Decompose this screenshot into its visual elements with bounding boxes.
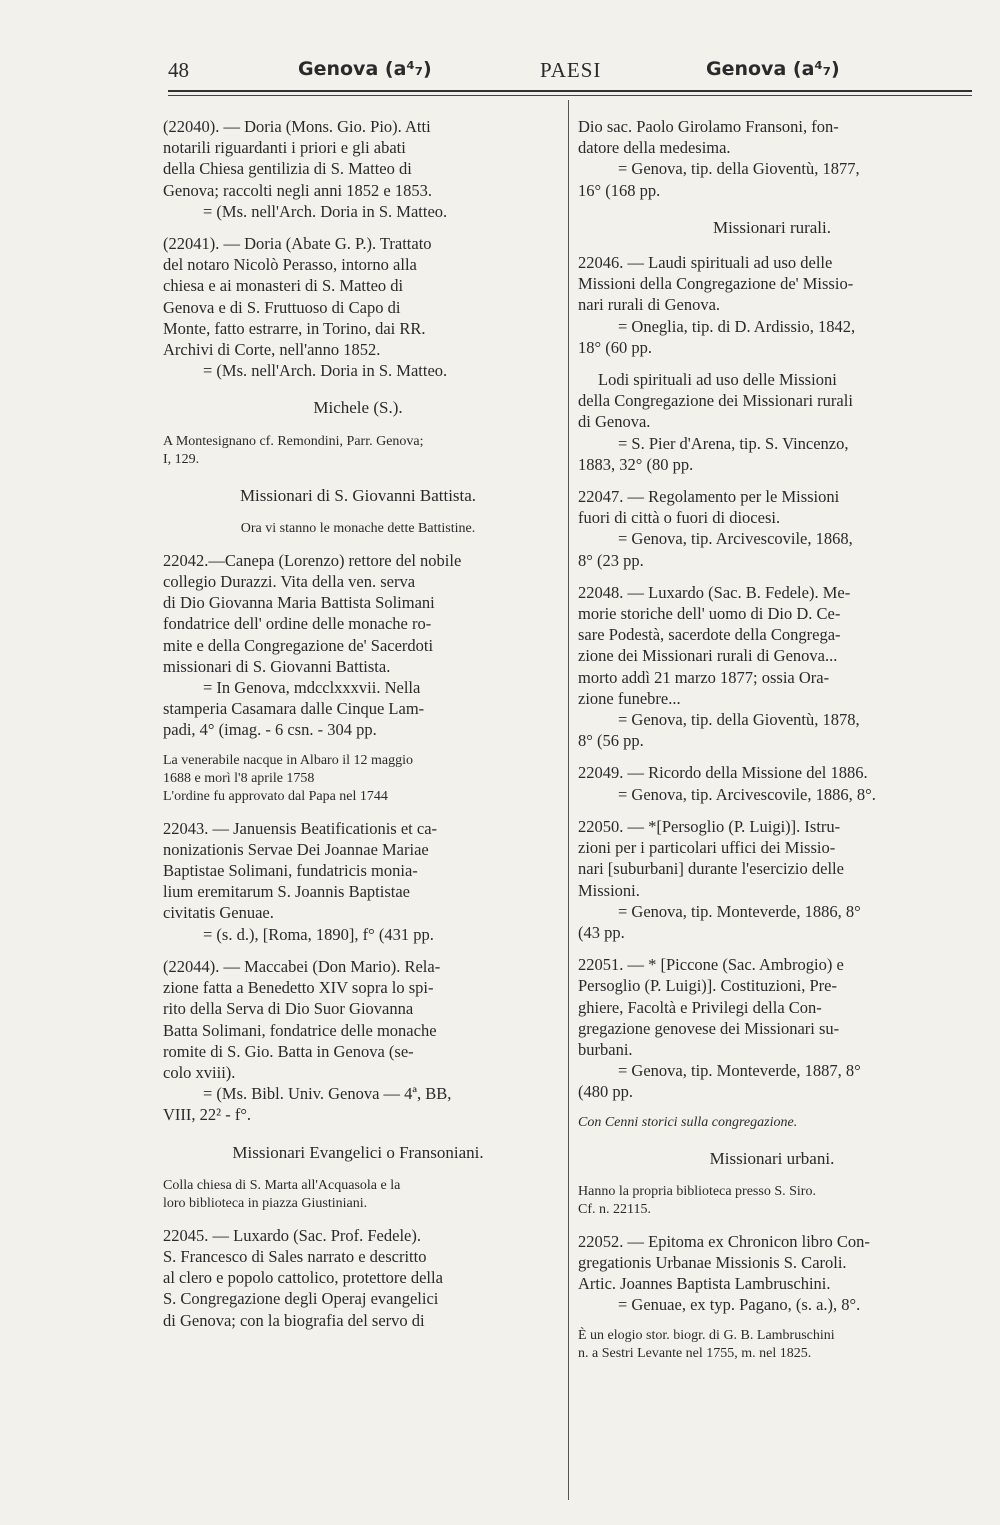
entry-line: 22050. — *[Persoglio (P. Luigi)]. Istru- [578,816,841,836]
entry-imprint: = Oneglia, tip. di D. Ardissio, 1842, [618,316,856,336]
entry-line: nari [suburbani] durante l'esercizio delle [578,859,844,879]
entry-22044 [163,956,553,1126]
entry-imprint: = Genuae, ex typ. Pagano, (s. a.), 8°. [618,1295,861,1315]
entry-line: stamperia Casamara dalle Cinque Lam- [163,699,425,719]
note-line: Cf. n. 22115. [578,1201,651,1217]
entry-imprint: = (Ms. Bibl. Univ. Genova — 4ª, BB, [203,1084,452,1104]
entry-line: Genova e di S. Fruttuoso di Capo di [163,297,401,317]
entry-22050 [578,816,966,943]
entry-22042 [163,550,553,741]
note-michele [163,433,553,469]
entry-22043 [163,818,553,945]
note-22042 [163,752,553,806]
entry-line: nari rurali di Genova. [578,295,721,315]
entry-line: rito della Serva di Dio Suor Giovanna [163,999,414,1019]
entry-22045 [163,1225,553,1331]
entry-line: missionari di S. Giovanni Battista. [163,656,391,676]
entry-line: padi, 4° (imag. - 6 csn. - 304 pp. [163,720,377,740]
entry-line: di Dio Giovanna Maria Battista Solimani [163,593,435,613]
note-urbani [578,1183,966,1219]
entry-line: 18° (60 pp. [578,337,652,357]
entry-line: 22046. — Laudi spirituali ad uso delle [578,253,833,273]
note-line: n. a Sestri Levante nel 1755, m. nel 1825. [578,1345,812,1361]
entry-line: zione dei Missionari rurali di Genova... [578,646,838,666]
entry-line: S. Congregazione degli Operaj evangelici [163,1289,439,1309]
entry-imprint: = (s. d.), [Roma, 1890], f° (431 pp. [203,924,434,944]
entry-line: notarili riguardanti i priori e gli abati [163,138,406,158]
entry-line: Persoglio (P. Luigi)]. Costituzioni, Pre- [578,976,837,996]
entry-imprint: = Genova, tip. Arcivescovile, 1868, [618,529,853,549]
entry-22040 [163,116,553,222]
entry-line: nonizationis Servae Dei Joannae Mariae [163,839,429,859]
entry-22041 [163,233,553,381]
entry-imprint: = Genova, tip. della Gioventù, 1878, [618,710,860,730]
entry-line: collegio Durazzi. Vita della ven. serva [163,572,416,592]
entry-line: S. Francesco di Sales narrato e descritto [163,1246,427,1266]
note-line: A Montesignano cf. Remondini, Parr. Genova; [163,433,424,449]
entry-line: 22049. — Ricordo della Missione del 1886. [578,763,868,783]
note-line: 1688 e morì l'8 aprile 1758 [163,770,315,786]
entry-22048 [578,582,966,752]
left-column [163,116,553,1342]
note-line: La venerabile nacque in Albaro il 12 maggio [163,752,413,768]
entry-line: Missioni della Congregazione de' Missio- [578,274,854,294]
entry-lodi [578,369,966,475]
entry-line: 22043. — Januensis Beatificationis et ca- [163,818,438,838]
entry-line: 22052. — Epitoma ex Chronicon libro Con- [578,1231,870,1251]
entry-line: Monte, fatto estrarre, in Torino, dai RR. [163,318,426,338]
page-number: 48 [168,58,189,82]
entry-line: 8° (23 pp. [578,550,644,570]
entry-line: morie storiche dell' uomo di Dio D. Ce- [578,604,841,624]
entry-imprint: = (Ms. nell'Arch. Doria in S. Matteo. [203,201,448,221]
entry-imprint: = In Genova, mdcclxxxvii. Nella [203,678,421,698]
note-evangelici [163,1177,553,1213]
header-center-title: PAESI [540,58,602,82]
note-battista: Ora vi stanno le monache dette Battistine. [240,520,476,536]
note-22052 [578,1327,966,1363]
entry-line: colo xviii). [163,1062,236,1082]
entry-line: lium eremitarum S. Joannis Baptistae [163,882,411,902]
entry-line: della Congregazione dei Missionari rurali [578,391,853,411]
header-rule-thick [168,90,972,92]
entry-line: VIII, 22² - f°. [163,1105,252,1125]
entry-line: del notaro Nicolò Perasso, intorno alla [163,255,417,275]
entry-line: Lodi spirituali ad uso delle Missioni [598,370,837,390]
entry-22052 [578,1231,966,1316]
entry-line: mite e della Congregazione de' Sacerdoti [163,635,434,655]
entry-line: Dio sac. Paolo Girolamo Fransoni, fon- [578,117,839,136]
note-line: Colla chiesa di S. Marta all'Acquasola e la [163,1177,401,1193]
entry-line: 22048. — Luxardo (Sac. B. Fedele). Me- [578,582,851,602]
entry-imprint: = (Ms. nell'Arch. Doria in S. Matteo. [203,361,448,381]
entry-line: Genova; raccolti negli anni 1852 e 1853. [163,180,432,200]
entry-22049 [578,762,966,804]
entry-line: civitatis Genuae. [163,903,274,923]
entry-line: chiesa e ai monasteri di S. Matteo di [163,276,404,296]
entry-line: di Genova. [578,412,651,432]
entry-line: sare Podestà, sacerdote della Congrega- [578,625,841,645]
header-right-title: Genova (a⁴₇) [706,58,840,80]
note-line: Hanno la propria biblioteca presso S. Siro. [578,1183,816,1199]
entry-line: morto addì 21 marzo 1877; ossia Ora- [578,667,830,687]
entry-line: fondatrice dell' ordine delle monache ro- [163,614,432,634]
entry-line: (22044). — Maccabei (Don Mario). Rela- [163,956,441,976]
entry-line: di Genova; con la biografia del servo di [163,1310,425,1330]
entry-line: gregationis Urbanae Missionis S. Caroli. [578,1252,847,1272]
entry-imprint: = S. Pier d'Arena, tip. S. Vincenzo, [618,433,849,453]
entry-line: 22047. — Regolamento per le Missioni [578,487,840,507]
entry-line: datore della medesima. [578,138,731,158]
entry-line: (22040). — Doria (Mons. Gio. Pio). Atti [163,117,431,136]
header-rule-thin [168,95,972,96]
entry-line: Baptistae Solimani, fundatricis monia- [163,861,418,881]
entry-22045-continued [578,116,966,201]
entry-line: al clero e popolo cattolico, protettore della [163,1268,443,1288]
entry-line: zione fatta a Benedetto XIV sopra lo spi- [163,978,434,998]
entry-imprint: = Genova, tip. Arcivescovile, 1886, 8°. [618,784,876,804]
section-heading-rurali: Missionari rurali. [712,217,832,237]
entry-22047 [578,486,966,571]
section-heading-battista: Missionari di S. Giovanni Battista. [239,485,477,505]
entry-line: Archivi di Corte, nell'anno 1852. [163,340,381,360]
entry-line: 16° (168 pp. [578,180,661,200]
note-line: loro biblioteca in piazza Giustiniani. [163,1195,368,1211]
entry-line: Batta Solimani, fondatrice delle monache [163,1020,437,1040]
entry-line: della Chiesa gentilizia di S. Matteo di [163,159,412,179]
entry-line: 1883, 32° (80 pp. [578,454,694,474]
entry-line: 22051. — * [Piccone (Sac. Ambrogio) e [578,955,844,975]
entry-line: 8° (56 pp. [578,731,644,751]
entry-line: (22041). — Doria (Abate G. P.). Trattato [163,234,432,254]
note-22051: Con Cenni storici sulla congregazione. [578,1114,798,1130]
header-left-title: Genova (a⁴₇) [298,58,432,80]
entry-line: romite di S. Gio. Batta in Genova (se- [163,1041,414,1061]
entry-22046 [578,252,966,358]
section-heading-evangelici: Missionari Evangelici o Fransoniani. [232,1142,484,1162]
column-divider [568,100,569,1500]
entry-line: Artic. Joannes Baptista Lambruschini. [578,1274,831,1294]
entry-line: (43 pp. [578,922,625,942]
entry-line: ghiere, Facoltà e Privilegi della Con- [578,997,822,1017]
entry-line: zioni per i particolari uffici dei Missio- [578,838,836,858]
section-heading-urbani: Missionari urbani. [709,1148,835,1168]
entry-line: Missioni. [578,880,640,900]
entry-22051 [578,954,966,1102]
entry-line: zione funebre... [578,688,681,708]
note-line: L'ordine fu approvato dal Papa nel 1744 [163,788,388,804]
entry-line: fuori di città o fuori di diocesi. [578,508,781,528]
entry-line: 22042.—Canepa (Lorenzo) rettore del nobile [163,550,462,570]
running-header [168,52,972,88]
section-heading-michele: Michele (S.). [313,398,403,418]
note-line: I, 129. [163,451,200,467]
note-line: È un elogio stor. biogr. di G. B. Lambruschini [578,1327,835,1343]
entry-line: 22045. — Luxardo (Sac. Prof. Fedele). [163,1225,421,1245]
entry-line: burbani. [578,1039,633,1059]
entry-imprint: = Genova, tip. Monteverde, 1886, 8° [618,901,861,921]
entry-line: (480 pp. [578,1082,633,1102]
entry-imprint: = Genova, tip. Monteverde, 1887, 8° [618,1061,861,1081]
right-column [578,116,966,1375]
entry-imprint: = Genova, tip. della Gioventù, 1877, [618,159,860,179]
entry-line: gregazione genovese dei Missionari su- [578,1018,840,1038]
